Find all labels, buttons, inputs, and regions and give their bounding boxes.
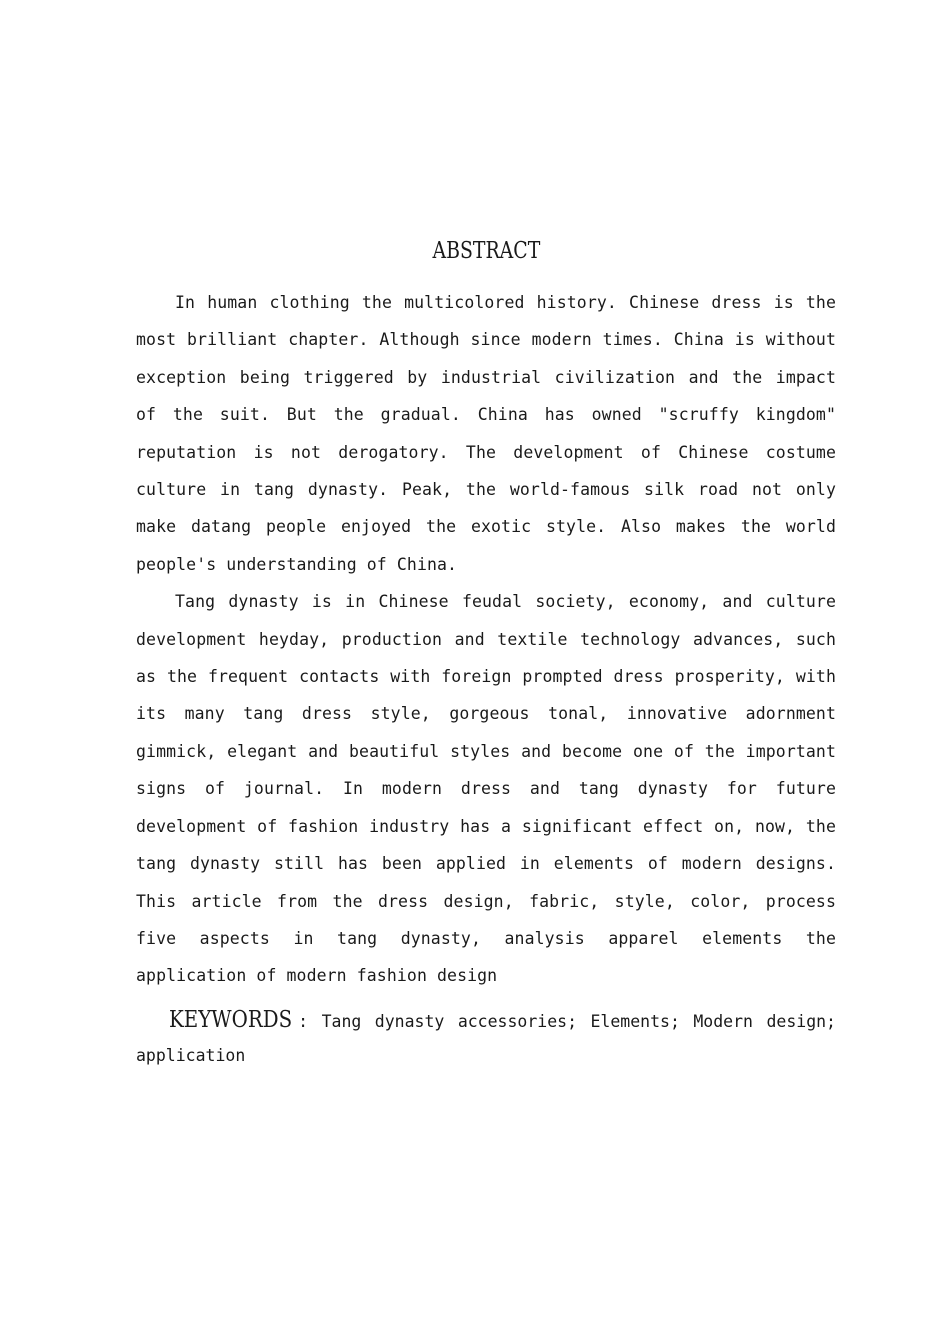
keywords-label: KEYWORDS: [169, 1007, 293, 1033]
keywords-separator: :: [298, 1012, 309, 1031]
keywords-section: [136, 1003, 836, 1073]
abstract-body: [136, 284, 836, 995]
abstract-title: ABSTRACT: [432, 238, 541, 264]
abstract-paragraph-2: Tang dynasty is in Chinese feudal society, economy, and culture development heyday, production and textile technology advances, such as the frequent contacts with foreign prompted dress prosperity, with its many tang dress style, gorgeous tonal, innovative adornment gimmick, elegant and beautiful styles and become one of the important signs of journal. In modern dress and tang dynasty for future development of fashion industry has a significant effect on, now, the tang dynasty still has been applied in elements of modern designs. This article from the dress design, fabric, style, color, process five aspects in tang dynasty, analysis apparel elements the application of modern fashion design: [136, 592, 836, 986]
abstract-paragraph-1: In human clothing the multicolored history. Chinese dress is the most brilliant chapter. Although since modern times. China is without exception being triggered by industrial civilization and the impact of the suit. But the gradual. China has owned "scruffy kingdom" reputation is not derogatory. The development of Chinese costume culture in tang dynasty. Peak, the world-famous silk road not only make datang people enjoyed the exotic style. Also makes the world people's understanding of China.: [136, 293, 836, 574]
keywords-text: Tang dynasty accessories; Elements; Modern design; application: [136, 1012, 836, 1065]
